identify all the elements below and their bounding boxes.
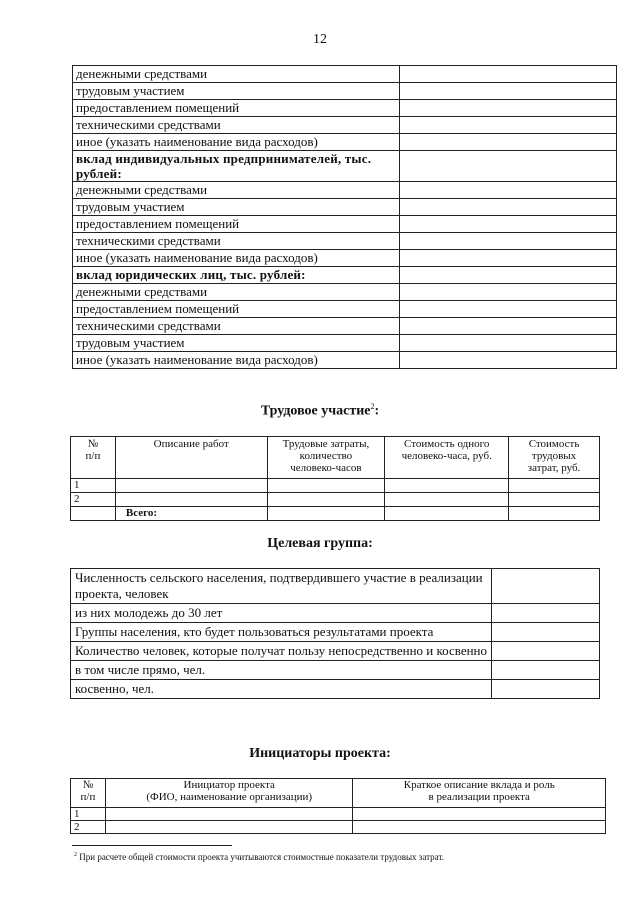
labor-row [71,479,600,493]
contribution-label: трудовым участием [73,199,400,216]
contribution-label: иное (указать наименование вида расходов) [73,250,400,267]
contribution-value-cell [400,335,617,352]
contribution-value-cell [400,233,617,250]
contribution-value-cell [400,83,617,100]
initiators-cell: 2 [71,821,106,834]
target-row [71,642,600,661]
contribution-value-cell [400,117,617,134]
labor-table [70,436,600,521]
contribution-label: вклад юридических лиц, тыс. рублей: [73,267,400,284]
labor-total-row [71,507,600,521]
initiators-cell [353,821,606,834]
contribution-value-cell [400,250,617,267]
target-value-cell [492,604,600,623]
contribution-label: денежными средствами [73,284,400,301]
contribution-row [73,100,617,117]
labor-cell [115,479,267,493]
contribution-label: предоставлением помещений [73,100,400,117]
initiators-cell [353,808,606,821]
contribution-value-cell [400,267,617,284]
contribution-row [73,284,617,301]
contribution-row [73,250,617,267]
labor-header-cell: Стоимость одного человеко-часа, руб. [385,437,509,479]
footnote: $^2$ При расчете общей стоимости проекта учитываются стоимостные показатели трудовых затрат. [74,852,444,862]
target-row [71,569,600,604]
contribution-value-cell [400,199,617,216]
initiators-row [71,808,606,821]
labor-cell: 2 [71,493,116,507]
target-label: из них молодежь до 30 лет [71,604,492,623]
contribution-value-cell [400,301,617,318]
contribution-label: техническими средствами [73,233,400,250]
labor-cell [385,493,509,507]
labor-header-cell: Стоимость трудовых затрат, руб. [509,437,600,479]
target-row [71,623,600,642]
contribution-row [73,182,617,199]
labor-total-label: Всего: [115,507,267,521]
target-row [71,661,600,680]
contribution-row [73,318,617,335]
target-label: Группы населения, кто будет пользоваться результатами проекта [71,623,492,642]
labor-total-cell [267,507,385,521]
target-label: Численность сельского населения, подтвердившего участие в реализации проекта, человек [71,569,492,604]
target-row [71,680,600,699]
contribution-value-cell [400,134,617,151]
labor-header-cell: № п/п [71,437,116,479]
labor-row [71,493,600,507]
initiators-row [71,821,606,834]
contribution-label: трудовым участием [73,335,400,352]
contribution-label: денежными средствами [73,182,400,199]
labor-cell [385,479,509,493]
contribution-label: денежными средствами [73,66,400,83]
contribution-value-cell [400,182,617,199]
initiators-header-cell: Инициатор проекта (ФИО, наименование организации) [105,779,353,808]
contribution-label: техническими средствами [73,318,400,335]
contribution-value-cell [400,151,617,182]
contribution-label: вклад индивидуальных предпринимателей, тыс. рублей: [73,151,400,182]
contribution-value-cell [400,318,617,335]
target-group-table [70,568,600,699]
target-label: косвенно, чел. [71,680,492,699]
initiators-cell: 1 [71,808,106,821]
contribution-label: предоставлением помещений [73,216,400,233]
labor-cell [509,479,600,493]
contribution-label: иное (указать наименование вида расходов) [73,352,400,369]
contribution-label: трудовым участием [73,83,400,100]
contribution-row [73,151,617,182]
contribution-row [73,134,617,151]
target-value-cell [492,623,600,642]
contribution-value-cell [400,352,617,369]
contribution-row [73,352,617,369]
contribution-row [73,335,617,352]
contributions-table [72,65,617,369]
initiators-cell [105,821,353,834]
labor-cell [115,493,267,507]
initiators-table [70,778,606,834]
labor-header-cell: Трудовые затраты, количество человеко-часов [267,437,385,479]
target-value-cell [492,642,600,661]
labor-total-cell [385,507,509,521]
contribution-row [73,301,617,318]
contribution-row [73,199,617,216]
labor-cell [509,493,600,507]
labor-cell: 1 [71,479,116,493]
target-value-cell [492,661,600,680]
contribution-row [73,216,617,233]
labor-cell [267,493,385,507]
labor-header-cell: Описание работ [115,437,267,479]
contribution-label: техническими средствами [73,117,400,134]
target-value-cell [492,569,600,604]
contribution-row [73,233,617,250]
target-label: в том числе прямо, чел. [71,661,492,680]
page-number: 12 [313,32,327,47]
contribution-label: предоставлением помещений [73,301,400,318]
initiators-header-cell: № п/п [71,779,106,808]
target-row [71,604,600,623]
initiators-header-cell: Краткое описание вклада и роль в реализации проекта [353,779,606,808]
labor-cell [267,479,385,493]
contribution-row [73,267,617,284]
target-heading: Целевая группа: [267,536,373,551]
footnote-divider [72,845,232,846]
target-value-cell [492,680,600,699]
contribution-label: иное (указать наименование вида расходов) [73,134,400,151]
labor-total-cell [71,507,116,521]
initiators-heading: Инициаторы проекта: [249,746,391,761]
contribution-value-cell [400,100,617,117]
contribution-value-cell [400,284,617,301]
contribution-value-cell [400,216,617,233]
contribution-value-cell [400,66,617,83]
contribution-row [73,66,617,83]
target-label: Количество человек, которые получат пользу непосредственно и косвенно [71,642,492,661]
contribution-row [73,83,617,100]
labor-total-cell [509,507,600,521]
labor-heading: Трудовое участие$^2$: [260,402,380,419]
contribution-row [73,117,617,134]
initiators-cell [105,808,353,821]
